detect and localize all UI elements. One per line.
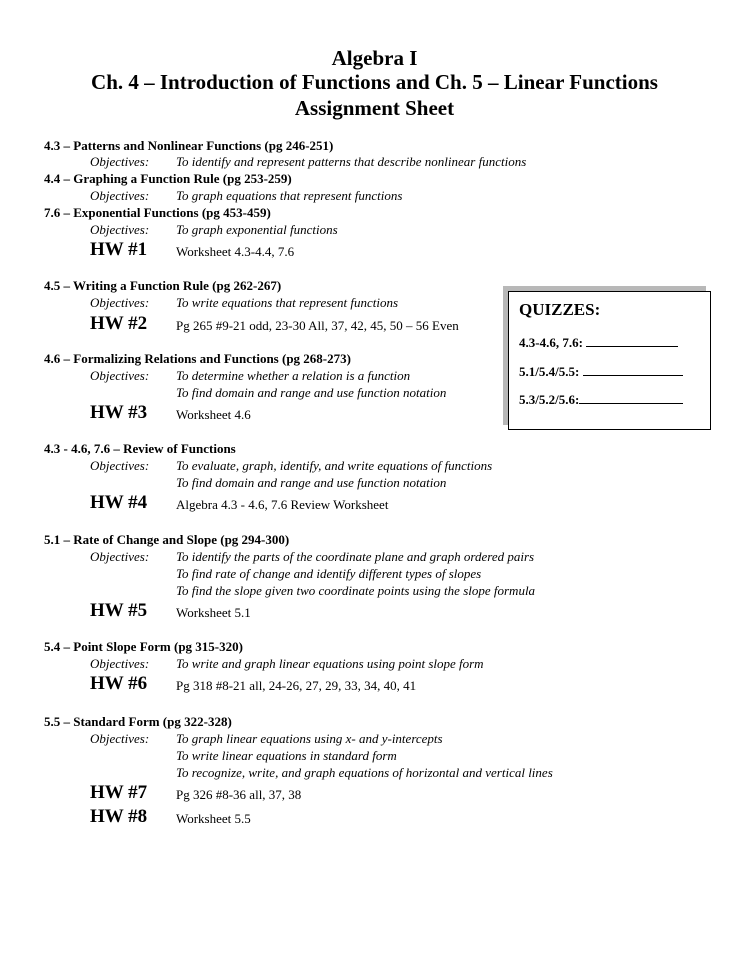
hw-task-2: Pg 265 #9-21 odd, 23-30 All, 37, 42, 45, 50 – 56 Even — [176, 318, 459, 333]
hw-task-7: Pg 326 #8-36 all, 37, 38 — [176, 787, 302, 802]
hw-task-5: Worksheet 5.1 — [176, 605, 251, 620]
objective-5-1-2: To find rate of change and identify different types of slopes — [176, 566, 482, 581]
objective-4-3-1: To identify and represent patterns that describe nonlinear functions — [176, 154, 527, 169]
hw-label-8: HW #8 — [90, 806, 148, 827]
quiz-line-2 — [519, 363, 683, 380]
sheet-title: Assignment Sheet — [294, 96, 455, 120]
section-title-5-1: 5.1 – Rate of Change and Slope (pg 294-300) — [44, 532, 290, 547]
objectives-label: Objectives: — [90, 295, 150, 310]
section-title-review: 4.3 - 4.6, 7.6 – Review of Functions — [44, 441, 236, 456]
quiz-box — [508, 291, 711, 430]
hw-task-8: Worksheet 5.5 — [176, 811, 251, 826]
section-title-5-5: 5.5 – Standard Form (pg 322-328) — [44, 714, 232, 729]
quiz-line-1 — [519, 334, 678, 351]
quiz-title: QUIZZES: — [519, 300, 601, 319]
objectives-label: Objectives: — [90, 368, 150, 383]
objective-5-4-1: To write and graph linear equations using point slope form — [176, 656, 484, 671]
section-title-5-4: 5.4 – Point Slope Form (pg 315-320) — [44, 639, 243, 654]
hw-label-6: HW #6 — [90, 673, 148, 694]
hw-label-2: HW #2 — [90, 313, 148, 334]
objective-4-6-1: To determine whether a relation is a function — [176, 368, 411, 383]
objectives-label: Objectives: — [90, 154, 150, 169]
objectives-label: Objectives: — [90, 188, 150, 203]
objective-5-1-3: To find the slope given two coordinate points using the slope formula — [176, 583, 536, 598]
section-title-4-4: 4.4 – Graphing a Function Rule (pg 253-259) — [44, 171, 292, 186]
quiz-blank-3 — [579, 391, 683, 404]
objectives-label: Objectives: — [90, 656, 150, 671]
objective-5-5-3: To recognize, write, and graph equations of horizontal and vertical lines — [176, 765, 553, 780]
hw-task-3: Worksheet 4.6 — [176, 407, 251, 422]
objective-7-6-1: To graph exponential functions — [176, 222, 338, 237]
objective-review-2: To find domain and range and use function notation — [176, 475, 447, 490]
section-title-4-6: 4.6 – Formalizing Relations and Functions (pg 268-273) — [44, 351, 351, 366]
objective-5-5-2: To write linear equations in standard form — [176, 748, 397, 763]
objective-4-4-1: To graph equations that represent functions — [176, 188, 403, 203]
hw-label-5: HW #5 — [90, 600, 148, 621]
objective-5-5-1: To graph linear equations using x- and y-intercepts — [176, 731, 443, 746]
quiz-label-3: 5.3/5.2/5.6: — [519, 392, 580, 407]
quiz-label-1: 4.3-4.6, 7.6: — [519, 335, 583, 350]
objectives-label: Objectives: — [90, 222, 150, 237]
quiz-line-3 — [519, 391, 683, 408]
objectives-label: Objectives: — [90, 731, 150, 746]
quiz-blank-1 — [586, 334, 678, 347]
hw-task-6: Pg 318 #8-21 all, 24-26, 27, 29, 33, 34, 40, 41 — [176, 678, 417, 693]
hw-task-1: Worksheet 4.3-4.4, 7.6 — [176, 244, 295, 259]
quiz-blank-2 — [583, 363, 683, 376]
hw-label-7: HW #7 — [90, 782, 148, 803]
quiz-label-2: 5.1/5.4/5.5: — [519, 364, 580, 379]
hw-task-4: Algebra 4.3 - 4.6, 7.6 Review Worksheet — [176, 497, 389, 512]
objectives-label: Objectives: — [90, 549, 150, 564]
hw-label-4: HW #4 — [90, 492, 148, 513]
section-title-4-3: 4.3 – Patterns and Nonlinear Functions (pg 246-251) — [44, 138, 334, 153]
objective-review-1: To evaluate, graph, identify, and write equations of functions — [176, 458, 493, 473]
section-title-7-6: 7.6 – Exponential Functions (pg 453-459) — [44, 205, 271, 220]
objectives-label: Objectives: — [90, 458, 150, 473]
objective-4-6-2: To find domain and range and use function notation — [176, 385, 447, 400]
objective-4-5-1: To write equations that represent functions — [176, 295, 399, 310]
objective-5-1-1: To identify the parts of the coordinate plane and graph ordered pairs — [176, 549, 535, 564]
chapter-title: Ch. 4 – Introduction of Functions and Ch. 5 – Linear Functions — [91, 70, 658, 94]
course-title: Algebra I — [331, 46, 418, 70]
hw-label-1: HW #1 — [90, 239, 148, 260]
section-title-4-5: 4.5 – Writing a Function Rule (pg 262-267) — [44, 278, 282, 293]
hw-label-3: HW #3 — [90, 402, 148, 423]
